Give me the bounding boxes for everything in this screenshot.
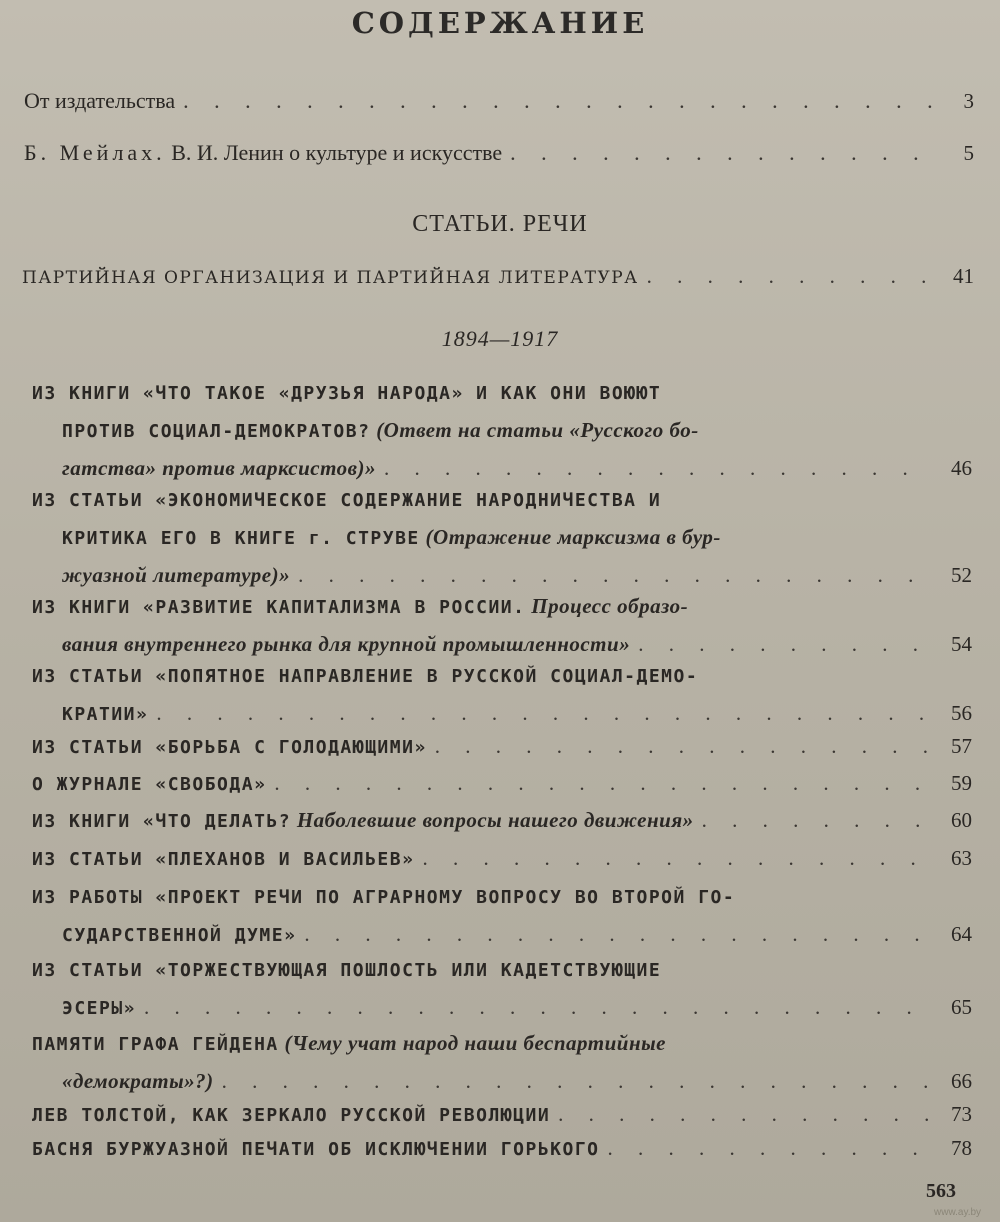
toc-line	[22, 258, 974, 297]
toc-line	[32, 989, 972, 1027]
page-number: 41	[953, 264, 974, 288]
entry-subtitle: «демократы»?)	[62, 1069, 214, 1093]
entry-title: БАСНЯ БУРЖУАЗНОЙ ПЕЧАТИ ОБ ИСКЛЮЧЕНИИ ГОРЬКОГО	[32, 1139, 600, 1160]
page-number: 5	[963, 141, 974, 165]
toc-entry	[32, 952, 972, 1027]
toc-entry-front-1	[24, 134, 974, 172]
toc-line	[32, 1130, 972, 1168]
entry-title: ПРОТИВ СОЦИАЛ-ДЕМОКРАТОВ?	[62, 421, 371, 442]
page-number: 59	[951, 771, 972, 795]
leader-dots	[156, 695, 934, 732]
toc-entry	[32, 482, 972, 594]
toc-line	[32, 482, 972, 519]
toc-line	[32, 952, 972, 989]
entry-subtitle: Наболевшие вопросы нашего движения»	[291, 808, 694, 832]
leader-dots	[222, 1063, 934, 1100]
toc-entry	[32, 879, 972, 954]
entry-title: В. И. Ленин о культуре и искусстве	[171, 140, 503, 165]
toc-entry	[32, 840, 972, 878]
toc-line	[32, 1063, 972, 1100]
entry-title: ЛЕВ ТОЛСТОЙ, КАК ЗЕРКАЛО РУССКОЙ РЕВОЛЮЦИИ	[32, 1105, 551, 1126]
toc-line	[24, 82, 974, 120]
page-number: 52	[951, 563, 972, 587]
toc-line	[32, 412, 972, 450]
entry-subtitle: вания внутреннего рынка для крупной промышленности»	[62, 632, 631, 656]
leader-dots	[144, 989, 934, 1026]
toc-line	[32, 375, 972, 412]
toc-entry	[32, 1025, 972, 1100]
leader-dots	[422, 840, 934, 877]
toc-entry	[32, 375, 972, 487]
page-number: 60	[951, 808, 972, 832]
entry-title: О ЖУРНАЛЕ «СВОБОДА»	[32, 774, 267, 795]
toc-line	[32, 1096, 972, 1134]
toc-line	[32, 840, 972, 878]
toc-line	[32, 658, 972, 695]
entry-title: ИЗ КНИГИ «ЧТО ДЕЛАТЬ?	[32, 811, 292, 832]
page-number: 54	[951, 632, 972, 656]
leader-dots	[647, 258, 936, 295]
entry-subtitle: (Ответ на статьи «Русского бо-	[370, 418, 699, 442]
entry-title: КРИТИКА ЕГО В КНИГЕ г. СТРУВЕ	[62, 528, 420, 549]
leader-dots	[510, 134, 936, 171]
toc-line	[32, 588, 972, 626]
toc-entry-front-0	[24, 82, 974, 120]
leader-dots	[435, 728, 934, 765]
entry-subtitle: гатства» против марксистов)»	[62, 456, 377, 480]
page-number: 65	[951, 995, 972, 1019]
toc-entry-party	[22, 258, 974, 297]
entry-title: ПАМЯТИ ГРАФА ГЕЙДЕНА	[32, 1034, 279, 1055]
toc-line	[32, 728, 972, 766]
toc-entry	[32, 588, 972, 663]
entry-title: От издательства	[24, 88, 176, 113]
entry-title: ИЗ СТАТЬИ «ТОРЖЕСТВУЮЩАЯ ПОШЛОСТЬ ИЛИ КАДЕТСТВУЮЩИЕ	[32, 960, 662, 981]
entry-title: ПАРТИЙНАЯ ОРГАНИЗАЦИЯ И ПАРТИЙНАЯ ЛИТЕРАТУРА	[22, 268, 639, 288]
toc-line	[24, 134, 974, 172]
leader-dots	[304, 916, 934, 953]
toc-line	[32, 879, 972, 916]
page-number: 57	[951, 734, 972, 758]
entry-title: ЭСЕРЫ»	[62, 998, 137, 1019]
entry-subtitle: (Чему учат народ наши беспартийные	[278, 1031, 667, 1055]
entry-title: ИЗ СТАТЬИ «ПЛЕХАНОВ И ВАСИЛЬЕВ»	[32, 849, 415, 870]
footer-page-number: 563	[926, 1180, 956, 1202]
toc-entry	[32, 765, 972, 803]
leader-dots	[608, 1130, 935, 1167]
leader-dots	[702, 802, 934, 839]
toc-line	[32, 1025, 972, 1063]
page-number: 46	[951, 456, 972, 480]
toc-entry	[32, 1130, 972, 1168]
entry-subtitle: (Отражение марксизма в бур-	[419, 525, 721, 549]
page-number: 78	[951, 1136, 972, 1160]
toc-line	[32, 519, 972, 557]
entry-subtitle: жуазной литературе)»	[62, 563, 291, 587]
toc-line	[32, 765, 972, 803]
page-heading: СОДЕРЖАНИЕ	[351, 6, 649, 40]
entry-title: ИЗ СТАТЬИ «ПОПЯТНОЕ НАПРАВЛЕНИЕ В РУССКОЙ СОЦИАЛ-ДЕМО-	[32, 666, 699, 687]
toc-entry	[32, 728, 972, 766]
watermark: www.ay.by	[934, 1207, 982, 1218]
entry-title: ИЗ КНИГИ «ЧТО ТАКОЕ «ДРУЗЬЯ НАРОДА» И КАК ОНИ ВОЮЮТ	[32, 383, 662, 404]
toc-entry	[32, 802, 972, 840]
entry-author: Б. Мейлах.	[24, 140, 166, 165]
entry-title: СУДАРСТВЕННОЙ ДУМЕ»	[62, 925, 297, 946]
page-number: 63	[951, 846, 972, 870]
page-number: 3	[963, 89, 974, 113]
entry-title: ИЗ КНИГИ «РАЗВИТИЕ КАПИТАЛИЗМА В РОССИИ.	[32, 597, 526, 618]
toc-entry	[32, 1096, 972, 1134]
page-number: 56	[951, 701, 972, 725]
entry-title: ИЗ СТАТЬИ «ЭКОНОМИЧЕСКОЕ СОДЕРЖАНИЕ НАРОДНИЧЕСТВА И	[32, 490, 662, 511]
era-heading: 1894—1917	[441, 326, 559, 351]
page-number: 64	[951, 922, 972, 946]
entry-title: ИЗ РАБОТЫ «ПРОЕКТ РЕЧИ ПО АГРАРНОМУ ВОПРОСУ ВО ВТОРОЙ ГО-	[32, 887, 736, 908]
section-title: СТАТЬИ. РЕЧИ	[412, 211, 588, 237]
toc-line	[32, 802, 972, 840]
page-number: 66	[951, 1069, 972, 1093]
page-number: 73	[951, 1102, 972, 1126]
leader-dots	[274, 765, 934, 802]
leader-dots	[183, 82, 936, 119]
entry-subtitle: Процесс образо-	[525, 594, 689, 618]
entry-title: КРАТИИ»	[62, 704, 149, 725]
toc-line	[32, 916, 972, 954]
entry-title: ИЗ СТАТЬИ «БОРЬБА С ГОЛОДАЮЩИМИ»	[32, 737, 427, 758]
toc-entry	[32, 658, 972, 733]
leader-dots	[558, 1096, 934, 1133]
